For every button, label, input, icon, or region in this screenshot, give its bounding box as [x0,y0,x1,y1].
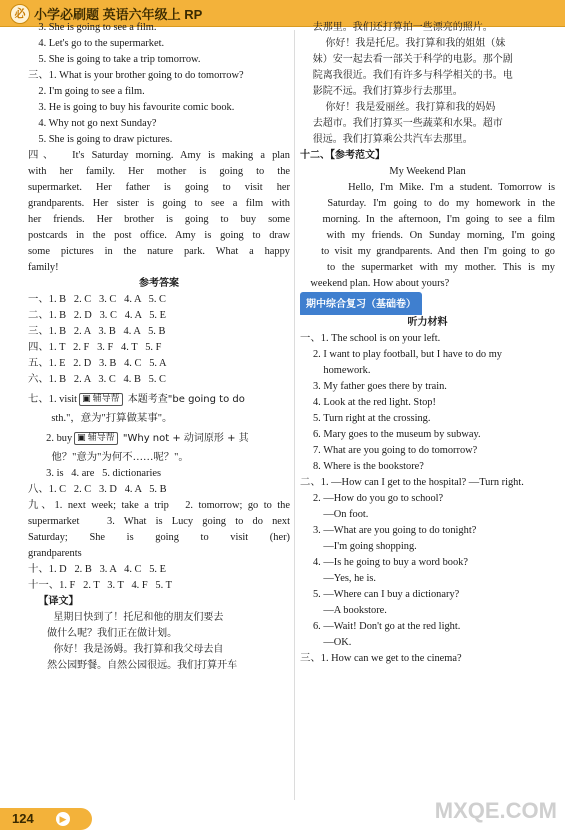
right-line [300,635,555,651]
line-text: 5. —Where can I buy a dictionary? [300,589,460,600]
right-line [300,292,555,315]
left-line [28,100,290,116]
line-text: to the supermarket with my mother. This is my [300,262,555,273]
right-line [300,523,555,539]
line-text: 去那里。我们还打算拍一些漂亮的照片。 [300,22,493,33]
right-line [300,507,555,523]
right-line [300,587,555,603]
left-line [28,466,290,482]
line-text: 4. Let's go to the supermarket. [28,38,165,49]
line-text: 5. She is going to take a trip tomorrow. [28,54,201,65]
line-text: 2. I'm going to see a film. [28,86,145,97]
left-line [28,148,290,164]
line-text: 听力材料 [407,317,448,328]
line-text: 8. Where is the bookstore? [300,461,424,472]
line-text: 5. Turn right at the crossing. [300,413,431,424]
right-line [300,100,555,116]
right-line [300,228,555,244]
left-line [28,116,290,132]
line-text: morning. In the afternoon, I'm going to see a film [300,214,555,225]
line-text: 六、1. B 2. A 3. C 4. B 5. C [28,374,166,385]
left-line [28,372,290,388]
left-line [28,610,290,626]
left-line [28,514,290,530]
line-text: 十、1. D 2. B 3. A 4. C 5. E [28,564,166,575]
left-line [28,212,290,228]
line-text: 2. I want to play football, but I have to do my [300,349,503,360]
line-text: 五、1. E 2. D 3. B 4. C 5. A [28,358,167,369]
line-text: 2. buy [28,433,73,444]
left-line [28,228,290,244]
right-line [300,411,555,427]
right-line [300,36,555,52]
line-text: —A bookstore. [300,605,387,616]
left-column [28,20,290,674]
left-line [28,244,290,260]
line-text: some pictures in the nature park. What a happy [28,246,290,257]
line-text: 三、1. B 2. A 3. B 4. A 5. B [28,326,166,337]
right-line [300,379,555,395]
line-text: 十二、【参考范文】 [300,150,385,161]
line-text: 二、1. B 2. D 3. C 4. A 5. E [28,310,166,321]
right-line [300,491,555,507]
right-line [300,260,555,276]
line-text: to visit my grandparents. And then I'm going to go [300,246,555,257]
line-text: 院离我很近。我们有许多与科学相关的书。电 [300,70,513,81]
tutor-help-badge: ▣ 辅导帮 [79,393,123,406]
line-text: —Yes, he is. [300,573,377,584]
right-line [300,132,555,148]
line-text: Saturday. I'm going to do my homework in the [300,198,555,209]
line-text: 十一、1. F 2. T 3. T 4. F 5. T [28,580,172,591]
line-text: 九、1. next week; take a trip 2. tomorrow; go to the [28,500,290,511]
left-line [28,52,290,68]
left-line [28,562,290,578]
right-line [300,395,555,411]
left-line [28,196,290,212]
line-text: 6. Mary goes to the museum by subway. [300,429,481,440]
right-line [300,212,555,228]
right-column [300,20,555,667]
right-line [300,116,555,132]
left-line [28,292,290,308]
line-text: 做什么呢？我们正在做计划。 [28,628,178,639]
line-text: 4. —Is he going to buy a word book? [300,557,468,568]
line-text: 八、1. C 2. C 3. D 4. A 5. B [28,484,167,495]
line-text: —OK. [300,637,352,648]
right-line [300,555,555,571]
left-line [28,498,290,514]
line-text: supermarket 3. What is Lucy going to do next [28,516,290,527]
explanation-text: "Why not + 动词原形 + 其 [119,433,249,444]
left-line [28,356,290,372]
line-text: 5. She is going to draw pictures. [28,134,173,145]
left-line [28,20,290,36]
play-arrow-icon: ▶ [56,812,70,826]
right-line [300,331,555,347]
right-line [300,475,555,491]
left-line [28,132,290,148]
right-line [300,347,555,363]
line-text: with her family. Her mother is going to the [28,166,290,177]
line-text: 很远。我们打算乘公共汽车去那里。 [300,134,473,145]
right-line [300,363,555,379]
section-tag: 期中综合复习（基础卷） [300,292,422,315]
explanation-text: 本题考查"be going to do [124,394,245,405]
right-line [300,315,555,331]
right-line [300,443,555,459]
left-line [28,84,290,100]
left-line [28,626,290,642]
left-line [28,340,290,356]
left-line [28,578,290,594]
line-text: 他？"意为"为何不……呢？"。 [28,452,189,463]
line-text: 一、1. The school is on your left. [300,333,441,344]
left-line [28,68,290,84]
line-text: 你好！我是爱丽丝。我打算和我的妈妈 [300,102,496,113]
right-line [300,164,555,180]
right-line [300,651,555,667]
line-text: 七、1. visit [28,394,78,405]
line-text: 3. She is going to see a film. [28,22,157,33]
line-text: grandparents [28,548,82,559]
line-text: her friends. Her brother is going to buy some [28,214,290,225]
line-text: —I'm going shopping. [300,541,417,552]
line-text: postcards in the post office. Amy is going to draw [28,230,290,241]
left-line [28,276,290,292]
right-line [300,180,555,196]
left-line [28,482,290,498]
left-line [28,164,290,180]
line-text: 一、1. B 2. C 3. C 4. A 5. C [28,294,166,305]
book-title: 小学必刷题 英语六年级上 RP [34,7,203,22]
right-line [300,571,555,587]
tutor-help-badge: ▣ 辅导帮 [74,432,118,445]
right-line [300,68,555,84]
left-line [28,594,290,610]
left-line [28,260,290,276]
line-text: 三、1. What is your brother going to do tomorrow? [28,70,244,81]
line-text: 你好！我是托尼。我打算和我的姐姐（妹 [300,38,506,49]
right-line [300,619,555,635]
line-text: 参考答案 [139,278,179,289]
line-text: sth."，意为"打算做某事"。 [28,413,173,424]
line-text: 四、 It's Saturday morning. Amy is making a plan [28,150,290,161]
right-line [300,20,555,36]
line-text: 去超市。我们打算买一些蔬菜和水果。超市 [300,118,503,129]
line-text: 妹）安一起去看一部关于科学的电影。那个剧 [300,54,513,65]
left-line [28,658,290,674]
line-text: 3. is 4. are 5. dictionaries [28,468,162,479]
watermark: MXQE.COM [434,798,557,823]
left-line [28,308,290,324]
line-text: 星期日快到了！托尼和他的朋友们要去 [28,612,224,623]
line-text: My Weekend Plan [389,166,466,177]
line-text: homework. [300,365,371,376]
line-text: 你好！我是汤姆。我打算和我父母去自 [28,644,224,655]
line-text: Saturday; She is going to visit (her) [28,532,290,543]
left-line [28,450,290,466]
column-divider [294,30,295,800]
line-text: —On foot. [300,509,369,520]
line-text: 3. He is going to buy his favourite comic book. [28,102,235,113]
line-text: 4. Look at the red light. Stop! [300,397,436,408]
line-text: Hello, I'm Mike. I'm a student. Tomorrow is [300,182,555,193]
line-text: 【译文】 [28,596,79,607]
line-text: 4. Why not go next Sunday? [28,118,157,129]
line-text: 四、1. T 2. F 3. F 4. T 5. F [28,342,162,353]
left-line [28,642,290,658]
line-text: 7. What are you going to do tomorrow? [300,445,478,456]
left-line [28,411,290,427]
right-line [300,148,555,164]
line-text: supermarket. Her father is going to visit her [28,182,290,193]
line-text: 然公园野餐。自然公园很远。我们打算开车 [28,660,238,671]
line-text: 影院不远。我们打算步行去那里。 [300,86,463,97]
line-text: 三、1. How can we get to the cinema? [300,653,462,664]
left-line [28,36,290,52]
line-text: weekend plan. How about yours? [300,278,450,289]
left-line [28,388,290,411]
line-text: 2. —How do you go to school? [300,493,444,504]
right-line [300,539,555,555]
brand-logo-icon: 必 [10,4,30,24]
line-text: family! [28,262,59,273]
page-number: 124 [12,811,34,826]
left-line [28,180,290,196]
left-line [28,324,290,340]
right-line [300,276,555,292]
line-text: 6. —Wait! Don't go at the red light. [300,621,461,632]
right-line [300,196,555,212]
line-text: with my friends. On Sunday morning, I'm going [300,230,555,241]
line-text: 3. —What are you going to do tonight? [300,525,477,536]
right-line [300,603,555,619]
right-line [300,84,555,100]
right-line [300,459,555,475]
right-line [300,244,555,260]
line-text: 3. My father goes there by train. [300,381,447,392]
left-line [28,530,290,546]
page-number-tab [0,808,92,830]
line-text: grandparents. Her sister is going to see a film with [28,198,290,209]
line-text: 二、1. —How can I get to the hospital? —Turn right. [300,477,524,488]
right-line [300,427,555,443]
left-line [28,427,290,450]
right-line [300,52,555,68]
left-line [28,546,290,562]
